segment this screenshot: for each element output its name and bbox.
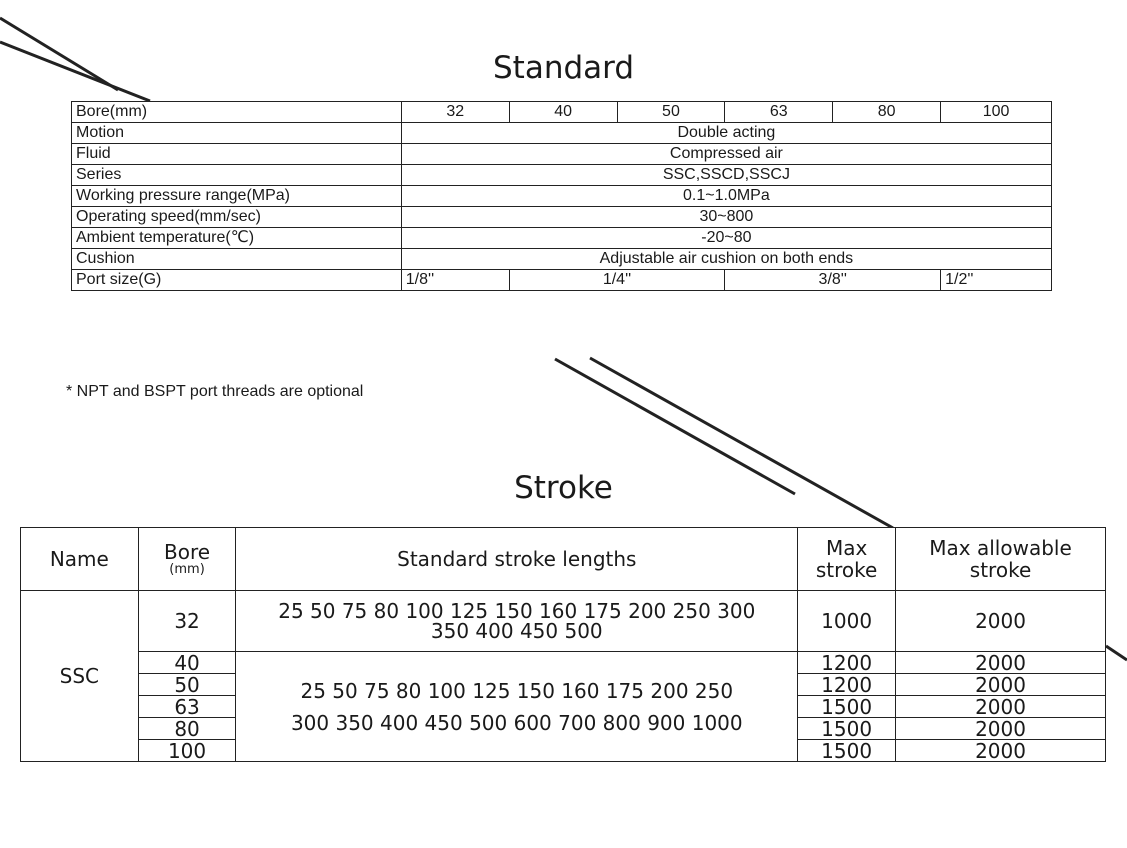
lengths-cell xyxy=(236,591,798,652)
row-value: Compressed air xyxy=(401,144,1051,165)
max-allowable-cell: 2000 xyxy=(896,740,1106,762)
bore-value: 100 xyxy=(941,102,1052,123)
port-value: 1/8'' xyxy=(401,270,509,291)
lengths-text: 25 50 75 80 100 125 150 160 175 200 250 300 350 400 450 500 600 700 800 900 1000 xyxy=(290,678,743,735)
table-row xyxy=(72,123,1052,144)
port-thread-note: * NPT and BSPT port threads are optional xyxy=(66,383,364,400)
table-row xyxy=(21,652,1106,674)
bore-value: 63 xyxy=(725,102,833,123)
bore-value: 40 xyxy=(509,102,617,123)
row-label: Cushion xyxy=(72,249,402,270)
header-bore-unit: (mm) xyxy=(169,562,205,577)
max-stroke-cell: 1500 xyxy=(798,696,896,718)
row-value: Double acting xyxy=(401,123,1051,144)
row-label: Ambient temperature(℃) xyxy=(72,228,402,249)
table-row xyxy=(72,228,1052,249)
header-lengths: Standard stroke lengths xyxy=(236,528,798,591)
bore-value: 80 xyxy=(833,102,941,123)
header-max-allowable-text: Max allowable stroke xyxy=(929,536,1072,582)
stroke-title: Stroke xyxy=(514,470,613,506)
max-stroke-cell: 1500 xyxy=(798,740,896,762)
table-header-row xyxy=(21,528,1106,591)
row-value: Adjustable air cushion on both ends xyxy=(401,249,1051,270)
standard-title: Standard xyxy=(492,50,635,86)
table-row xyxy=(72,186,1052,207)
table-row xyxy=(72,165,1052,186)
bore-value: 50 xyxy=(617,102,725,123)
series-name: SSC xyxy=(21,591,139,762)
max-stroke-cell: 1200 xyxy=(798,652,896,674)
bore-cell: 40 xyxy=(138,652,236,674)
header-bore-label: Bore xyxy=(164,540,211,564)
row-value: 30~800 xyxy=(401,207,1051,228)
bore-value: 32 xyxy=(401,102,509,123)
bore-cell: 100 xyxy=(138,740,236,762)
max-allowable-cell: 2000 xyxy=(896,674,1106,696)
row-label: Motion xyxy=(72,123,402,144)
standard-spec-table xyxy=(71,101,1052,291)
table-row xyxy=(72,207,1052,228)
table-row xyxy=(21,591,1106,652)
row-label: Operating speed(mm/sec) xyxy=(72,207,402,228)
row-label: Series xyxy=(72,165,402,186)
max-stroke-cell: 1200 xyxy=(798,674,896,696)
port-value: 3/8'' xyxy=(725,270,941,291)
row-value: -20~80 xyxy=(401,228,1051,249)
row-label: Working pressure range(MPa) xyxy=(72,186,402,207)
header-max-allowable xyxy=(896,528,1106,591)
lengths-text: 25 50 75 80 100 125 150 160 175 200 250 300 350 400 450 500 xyxy=(278,599,756,643)
max-allowable-cell: 2000 xyxy=(896,718,1106,740)
header-max-stroke xyxy=(798,528,896,591)
bore-label: Bore(mm) xyxy=(72,102,402,123)
port-value: 1/4'' xyxy=(509,270,725,291)
max-stroke-cell: 1500 xyxy=(798,718,896,740)
lengths-cell xyxy=(236,652,798,762)
header-name: Name xyxy=(21,528,139,591)
table-row xyxy=(72,249,1052,270)
table-row xyxy=(72,270,1052,291)
bore-cell: 32 xyxy=(138,591,236,652)
table-row xyxy=(72,144,1052,165)
bore-cell: 63 xyxy=(138,696,236,718)
bore-cell: 50 xyxy=(138,674,236,696)
header-bore xyxy=(138,528,236,591)
row-label: Fluid xyxy=(72,144,402,165)
table-row xyxy=(72,102,1052,123)
stroke-table xyxy=(20,527,1106,762)
header-max-stroke-text: Max stroke xyxy=(815,536,878,582)
max-stroke-cell: 1000 xyxy=(798,591,896,652)
row-value: SSC,SSCD,SSCJ xyxy=(401,165,1051,186)
row-value: 0.1~1.0MPa xyxy=(401,186,1051,207)
port-label: Port size(G) xyxy=(72,270,402,291)
max-allowable-cell: 2000 xyxy=(896,652,1106,674)
bore-cell: 80 xyxy=(138,718,236,740)
port-value: 1/2'' xyxy=(941,270,1052,291)
max-allowable-cell: 2000 xyxy=(896,591,1106,652)
max-allowable-cell: 2000 xyxy=(896,696,1106,718)
